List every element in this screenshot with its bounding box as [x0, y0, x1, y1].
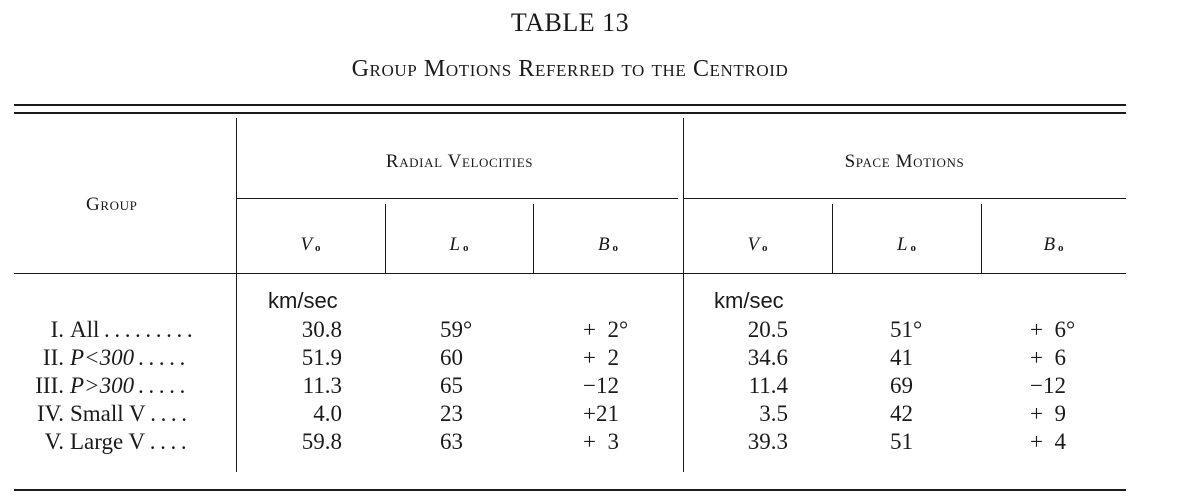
space-motions-header: Space Motions: [844, 151, 965, 172]
cell-space-b: + 9: [1030, 401, 1066, 426]
cell-space-v: 39.3: [747, 429, 788, 454]
unit-label-space: km/sec: [714, 288, 784, 313]
cell-radial-b: + 3: [583, 429, 619, 454]
radial-velocities-header: Radial Velocities: [385, 151, 534, 172]
cell-space-b: −12: [1030, 373, 1066, 398]
cell-space-l: 42: [890, 401, 913, 426]
bottom-rule: [14, 489, 1126, 491]
top-rule: [14, 104, 1126, 106]
column-header-b-radial: Bo: [597, 234, 619, 255]
cell-radial-v: 59.8: [301, 429, 342, 454]
cell-space-l: 51: [890, 429, 913, 454]
column-header-v-space: Vo: [747, 234, 768, 255]
table-title: TABLE 13: [510, 8, 630, 37]
cell-radial-v: 30.8: [301, 317, 342, 342]
cell-space-v: 20.5: [747, 317, 788, 342]
cell-space-b: + 6°: [1030, 317, 1076, 342]
table-subtitle: Group Motions Referred to the Centroid: [351, 56, 789, 82]
cell-space-b: + 4: [1030, 429, 1066, 454]
cell-radial-l: 23: [440, 401, 463, 426]
table-row-label: IV. Small V . . . .: [36, 401, 188, 426]
cell-radial-l: 59°: [440, 317, 473, 342]
column-header-l-space: Lo: [896, 234, 917, 255]
cell-radial-l: 60: [440, 345, 463, 370]
header-rule: [683, 198, 1126, 199]
column-header-l-radial: Lo: [449, 234, 469, 255]
cell-space-l: 69: [890, 373, 913, 398]
cell-space-v: 3.5: [759, 401, 788, 426]
cell-radial-b: +21: [583, 401, 619, 426]
cell-space-v: 11.4: [748, 373, 788, 398]
cell-radial-b: + 2: [583, 345, 619, 370]
cell-radial-b: + 2°: [583, 317, 629, 342]
table-row-label: III. P>300 . . . . .: [35, 373, 186, 398]
group-header: Group: [86, 194, 138, 215]
cell-radial-v: 11.3: [302, 373, 342, 398]
column-header-b-space: Bo: [1043, 234, 1064, 255]
cell-radial-b: −12: [583, 373, 619, 398]
top-rule: [14, 112, 1126, 114]
column-header-v-radial: Vo: [300, 234, 321, 255]
header-rule: [236, 198, 678, 199]
cell-space-l: 51°: [890, 317, 923, 342]
unit-label-radial: km/sec: [268, 288, 338, 313]
table-row-label: I. All . . . . . . . . .: [50, 317, 193, 342]
cell-space-v: 34.6: [747, 345, 788, 370]
cell-radial-v: 4.0: [313, 401, 342, 426]
cell-space-l: 41: [890, 345, 913, 370]
cell-space-b: + 6: [1030, 345, 1066, 370]
table-row-label: V. Large V . . . .: [44, 429, 187, 454]
header-rule: [14, 273, 1126, 274]
cell-radial-l: 63: [440, 429, 463, 454]
cell-radial-v: 51.9: [301, 345, 342, 370]
table-row-label: II. P<300 . . . . .: [42, 345, 186, 370]
cell-radial-l: 65: [440, 373, 463, 398]
